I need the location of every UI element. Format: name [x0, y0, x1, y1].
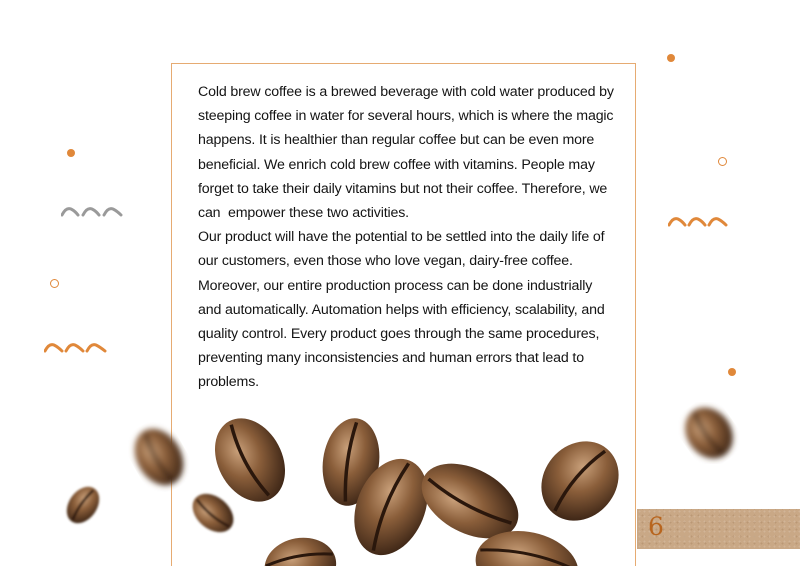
body-text	[198, 80, 618, 395]
wave-icon	[61, 203, 127, 217]
ring-icon	[50, 279, 59, 288]
dot-icon	[67, 149, 75, 157]
paragraph-1: Cold brew coffee is a brewed beverage with cold water produced by steeping coffee in water for several hours, which is where the magic happens. It is healthier than regular coffee but can be even more beneficial. We enrich cold brew coffee with vitamins. People may forget to take their daily vitamins but not their coffee. Therefore, we can empower these two activities.	[198, 84, 618, 222]
dot-icon	[667, 54, 675, 62]
coffee-bean-icon	[60, 482, 106, 528]
paragraph-2: Our product will have the potential to be settled into the daily life of our customers, even those who love vegan, dairy-free coffee.	[198, 229, 609, 270]
dot-icon	[728, 368, 736, 376]
wave-icon	[44, 339, 110, 353]
page-number-tab	[637, 509, 800, 549]
coffee-bean-icon	[258, 530, 342, 566]
paragraph-3: Moreover, our entire production process can be done industrially and automatically. Automation helps with efficiency, scalability, and quality control. Every product goes through the same procedures, preventing many inconsistencies and human errors that lead to problems.	[198, 277, 609, 391]
coffee-bean-icon	[206, 412, 294, 508]
page-number: 6	[648, 512, 664, 541]
coffee-bean-icon	[534, 436, 626, 526]
coffee-bean-icon	[128, 422, 190, 492]
wave-icon	[668, 213, 730, 227]
ring-icon	[718, 157, 727, 166]
coffee-bean-icon	[472, 522, 582, 566]
coffee-bean-icon	[678, 402, 740, 464]
